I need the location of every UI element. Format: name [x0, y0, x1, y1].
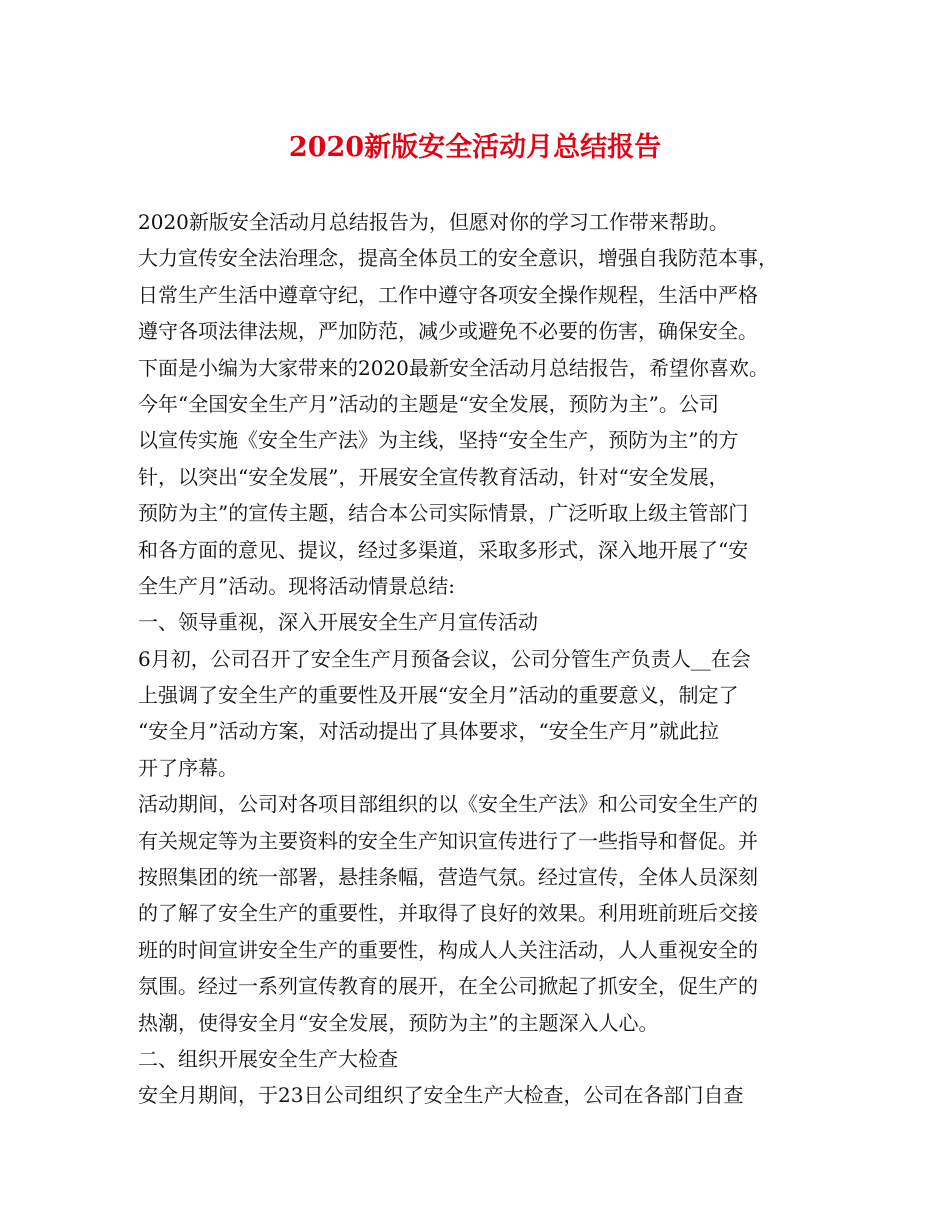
body-text-line: 全生产月”活动。现将活动情景总结: — [138, 573, 455, 598]
body-text-line: 2020新版安全活动月总结报告为，但愿对你的学习工作带来帮助。 — [138, 210, 729, 234]
document-body — [138, 204, 828, 1114]
body-text-line: 开了序幕。 — [138, 755, 238, 780]
body-text-line: 有关规定等为主要资料的安全生产知识宣传进行了一些指导和督促。并 — [138, 828, 758, 853]
body-text-line: 二、组织开展安全生产大检查 — [138, 1046, 398, 1071]
body-text-line: 遵守各项法律法规，严加防范，减少或避免不必要的伤害，确保安全。 — [138, 319, 758, 344]
body-text-line: 日常生产生活中遵章守纪，工作中遵守各项安全操作规程，生活中严格 — [138, 282, 758, 307]
body-text-line: 班的时间宣讲安全生产的重要性，构成人人关注活动，人人重视安全的 — [138, 937, 758, 962]
body-text-line: 和各方面的意见、提议，经过多渠道，采取多形式，深入地开展了“安 — [138, 537, 749, 562]
body-text-line: 按照集团的统一部署，悬挂条幅，营造气氛。经过宣传，全体人员深刻 — [138, 865, 758, 890]
body-text-line: 一、领导重视，深入开展安全生产月宣传活动 — [138, 610, 538, 635]
body-text-line: 预防为主”的宣传主题，结合本公司实际情景，广泛听取上级主管部门 — [138, 501, 749, 526]
body-text-line: 下面是小编为大家带来的2020最新安全活动月总结报告，希望你喜欢。 — [138, 355, 769, 380]
body-text-line: 热潮，使得安全月“安全发展，预防为主”的主题深入人心。 — [138, 1010, 659, 1035]
body-text-line: 安全月期间，于23日公司组织了安全生产大检查，公司在各部门自查 — [138, 1083, 744, 1108]
document-title: 2020新版安全活动月总结报告 — [288, 132, 662, 163]
body-text-line: 氛围。经过一系列宣传教育的展开，在全公司掀起了抓安全，促生产的 — [138, 974, 758, 999]
body-text-line: “安全月”活动方案，对活动提出了具体要求，“安全生产月”就此拉 — [138, 719, 719, 744]
body-text-line: 的了解了安全生产的重要性，并取得了良好的效果。利用班前班后交接 — [138, 901, 758, 926]
body-text-line: 针，以突出“安全发展”，开展安全宣传教育活动，针对“安全发展， — [138, 464, 729, 489]
body-text-line: 大力宣传安全法治理念，提高全体员工的安全意识，增强自我防范本事， — [138, 246, 778, 271]
body-text-line: 以宣传实施《安全生产法》为主线，坚持“安全生产，预防为主”的方 — [138, 428, 739, 453]
body-text-line: 活动期间，公司对各项目部组织的以《安全生产法》和公司安全生产的 — [138, 792, 758, 817]
body-text-line: 今年“全国安全生产月”活动的主题是“安全发展，预防为主”。公司 — [138, 391, 719, 416]
body-text-line: 6月初，公司召开了安全生产月预备会议，公司分管生产负责人__在会 — [138, 646, 751, 671]
body-text-line: 上强调了安全生产的重要性及开展“安全月”活动的重要意义，制定了 — [138, 683, 739, 708]
